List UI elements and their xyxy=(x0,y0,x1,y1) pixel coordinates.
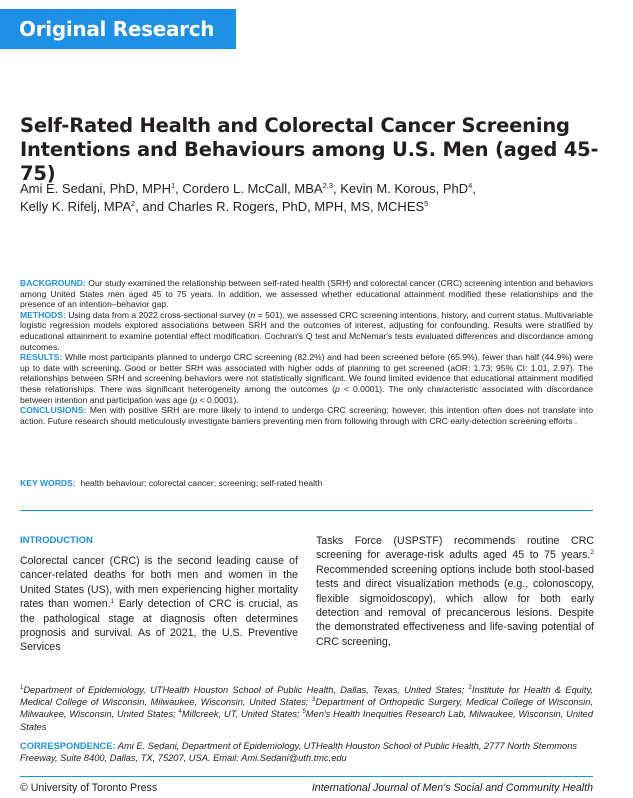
section-banner: Original Research xyxy=(0,9,236,49)
correspondence xyxy=(20,740,593,764)
background-label: BACKGROUND: xyxy=(20,278,86,288)
footer-publisher: © University of Toronto Press xyxy=(20,782,158,794)
author-name: Charles R. Rogers, PhD, MPH, MS, MCHES xyxy=(167,199,425,214)
correspondence-label: CORRESPONDENCE: xyxy=(20,741,116,751)
introduction-heading: INTRODUCTION xyxy=(20,535,93,546)
abstract-conclusions: CONCLUSIONS: Men with positive SRH are more likely to intend to undergo CRC screening; however, this intention often does not translate into action. Future research should meticulously investigate barriers preventing men from following through with CRC early-detection screening efforts . xyxy=(20,405,594,426)
author-affiliation-mark: 4 xyxy=(468,181,473,190)
body-column-right: Tasks Force (USPSTF) recommends routine CRC screening for average-risk adults aged 45 to 75 years.$^2$ Recommended screening options include both stool-based tests and direct visualization methods (e.g., colonoscopy, flexible sigmoidoscopy), which allow for both early detection and removal of precancerous lesions. Despite the demonstrated effectiveness and life-saving potential of CRC screening, xyxy=(316,535,594,648)
footer-divider xyxy=(20,776,593,777)
reference-mark[interactable]: 2 xyxy=(590,549,594,557)
author-affiliation-mark: 2 xyxy=(131,199,136,208)
keywords-text: health behaviour; colorectal cancer; screening; self-rated health xyxy=(80,478,323,488)
abstract-background: BACKGROUND: Our study examined the relationship between self-rated health (SRH) and colorectal cancer (CRC) screening intention and behaviors among United States men aged 45 to 75 years. In addition, we assessed whether educational attainment modified these relationships and the presence of an intention–behavior gap. xyxy=(20,278,593,310)
abstract-results: RESULTS: While most participants planned to undergo CRC screening (82.2%) and had been screened before (65.9%), fewer than half (44.9%) were up to date with screening. Good or better SRH was associated with higher odds of planning to get screened (aOR: 1.73; 95% CI: 1.01, 2.97). The relationships between SRH and screening behaviors were not statistically significant. We found limited evidence that educational attainment modified these relationships. There was significant heterogeneity among the outcomes (p < 0.0001). The only characteristic associated with discordance between intention and participation was age (p < 0.0001). xyxy=(20,352,593,405)
author-name: Ami E. Sedani, PhD, MPH xyxy=(20,181,171,196)
conclusions-label: CONCLUSIONS: xyxy=(20,405,87,416)
article-title: Self-Rated Health and Colorectal Cancer Screening Intentions and Behaviours among U.S. Men (aged 45-75) xyxy=(20,114,599,185)
abstract xyxy=(20,278,593,426)
abstract-methods: METHODS: Using data from a 2022 cross-sectional survey (n = 501), we assessed CRC screening intentions, history, and current status. Multivariable logistic regression models explored associations between SRH and the outcomes of interest, adjusting for confounding. Results were stratified by educational attainment to examine potential effect modification. Cochran's Q test and McNemar's tests evaluated differences and discordance among outcomes. xyxy=(20,309,594,352)
author-affiliation-mark: 2,3 xyxy=(322,181,333,190)
footer-journal: International Journal of Men's Social and Community Health xyxy=(311,782,593,794)
correspondence-text: Ami E. Sedani, Department of Epidemiology, UTHealth Houston School of Public Health, 2777 North Stemmons Freeway, Suite 8400, Dallas, TX, 75207, USA. Email: Ami.Sedani@uth.tmc.edu xyxy=(20,741,578,764)
results-label: RESULTS: xyxy=(20,352,63,363)
keywords xyxy=(20,478,593,489)
author-name: Kelly K. Rifelj, MPA xyxy=(20,199,132,214)
body-column-left: Colorectal cancer (CRC) is the second leading cause of cancer-related deaths for both men and women in the United States (US), with men experiencing higher mortality rates than women.$^1$ Early detection of CRC is crucial, as the pathological stage at diagnosis often determines prognosis and survival. As of 2021, the U.S. Preventive Services xyxy=(20,555,299,654)
author-list: Ami E. Sedani, PhD, MPH$^1$, Cordero L. McCall, MBA$^{2,3}$, Kevin M. Korous, PhD$^4$, Kelly K. Rifelj, MPA$^2$, and Charles R. Rogers, PhD, MPH, MS, MCHES$^5$ xyxy=(20,181,476,214)
author-affiliation-mark: 5 xyxy=(424,199,429,208)
author-name: Cordero L. McCall, MBA xyxy=(182,181,323,196)
reference-mark[interactable]: 1 xyxy=(110,598,115,606)
section-divider xyxy=(20,510,593,511)
author-affiliation-mark: 1 xyxy=(171,181,176,190)
keywords-label: KEY WORDS: xyxy=(20,478,76,488)
affiliations: $^1$Department of Epidemiology, UTHealth Houston School of Public Health, Dallas, Texas, United States; $^2$Institute for Health & Equity, Medical College of Wisconsin, Milwaukee, Wisconsin, United States; $^3$Department of Orthopedic Surgery, Medical College of Wisconsin, Milwaukee, Wisconsin, United States; $^4$Millcreek, UT, United States; $^5$Men's Health Inequities Research Lab, Milwaukee, Wisconsin, United States xyxy=(20,685,593,732)
author-name: Kevin M. Korous, PhD xyxy=(340,181,469,196)
methods-label: METHODS: xyxy=(20,309,66,320)
